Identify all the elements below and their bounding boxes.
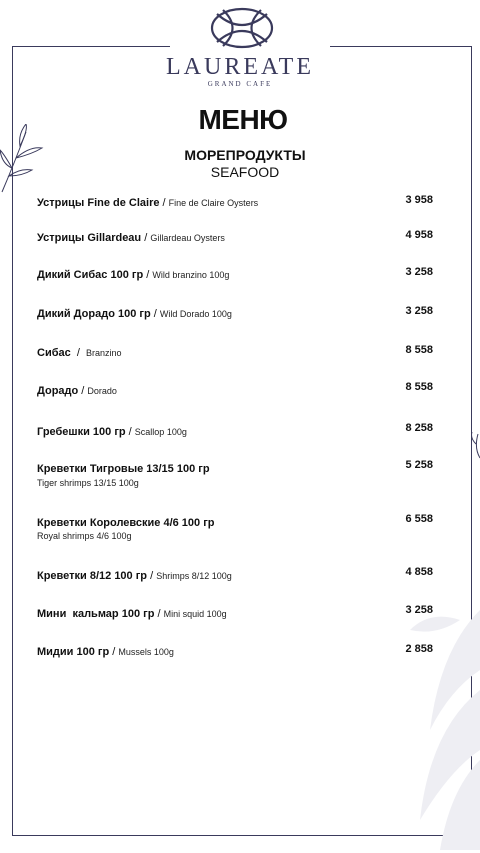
menu-item-name [37, 228, 225, 246]
item-separator: / [141, 232, 151, 244]
item-price: 3 258 [405, 266, 433, 278]
item-separator: / [70, 347, 87, 359]
item-name-en: Gillardeau Oysters [150, 233, 225, 243]
item-price: 3 958 [405, 194, 433, 206]
leaf-tip-icon [470, 430, 480, 460]
item-price: 3 258 [405, 604, 433, 616]
menu-item-name [37, 513, 215, 531]
section-title-en: SEAFOOD [210, 164, 280, 180]
logo-emblem-icon [209, 6, 275, 50]
item-price: 2 858 [405, 643, 433, 655]
section-title-ru: МОРЕПРОДУКТЫ [184, 147, 306, 163]
item-price: 5 258 [405, 459, 433, 471]
item-name-ru: Дикий Сибас 100 гр [37, 269, 144, 281]
item-name-ru: Сибас [37, 347, 71, 359]
item-separator: / [147, 570, 157, 582]
item-name-en: Dorado [87, 386, 117, 396]
item-name-ru: Устрицы Fine de Claire [37, 197, 160, 209]
item-separator: / [154, 608, 164, 620]
item-name-en: Branzino [86, 348, 122, 358]
menu-item-name [37, 343, 122, 361]
item-name-en: Scallop 100g [134, 427, 187, 437]
menu-title: МЕНЮ [198, 104, 288, 135]
brand-name: LAUREATE [166, 54, 314, 80]
brand-subtitle: GRAND CAFE [207, 80, 273, 88]
item-separator: / [109, 646, 119, 658]
item-name-en: Shrimps 8/12 100g [156, 571, 232, 581]
item-separator: / [159, 197, 169, 209]
item-name-ru: Дорадо [37, 385, 79, 397]
menu-item-name [37, 642, 174, 660]
menu-item-name [37, 422, 187, 440]
item-price: 6 558 [405, 513, 433, 525]
item-name-en: Mini squid 100g [163, 609, 227, 619]
item-name-en: Mussels 100g [118, 647, 174, 657]
item-name-en: Wild Dorado 100g [159, 309, 232, 319]
item-name-en: Wild branzino 100g [152, 270, 230, 280]
item-name-ru: Дикий Дорадо 100 гр [37, 308, 151, 320]
item-separator: / [125, 426, 135, 438]
leaf-watermark-icon [400, 590, 480, 850]
item-name-ru: Гребешки 100 гр [37, 426, 126, 438]
item-price: 4 958 [405, 229, 433, 241]
menu-item-name [37, 381, 117, 399]
leaf-branch-icon [0, 124, 46, 194]
menu-item-name [37, 604, 227, 622]
item-price: 3 258 [405, 305, 433, 317]
item-price: 8 558 [405, 344, 433, 356]
item-name-en: Royal shrimps 4/6 100g [37, 531, 132, 541]
item-price: 4 858 [405, 566, 433, 578]
menu-item-name [37, 265, 229, 283]
item-name-ru: Креветки Тигровые 13/15 100 гр [37, 463, 210, 475]
item-name-en: Fine de Claire Oysters [168, 198, 259, 208]
item-price: 8 258 [405, 422, 433, 434]
item-name-ru: Мини кальмар 100 гр [37, 608, 155, 620]
item-name-en: Tiger shrimps 13/15 100g [37, 478, 139, 488]
menu-item-name [37, 566, 232, 584]
item-separator: / [143, 269, 153, 281]
menu-item-name [37, 304, 232, 322]
item-name-ru: Креветки 8/12 100 гр [37, 570, 148, 582]
item-name-ru: Креветки Королевские 4/6 100 гр [37, 517, 215, 529]
item-separator: / [150, 308, 160, 320]
item-name-ru: Мидии 100 гр [37, 646, 110, 658]
item-price: 8 558 [405, 381, 433, 393]
item-name-ru: Устрицы Gillardeau [37, 232, 142, 244]
menu-item-name [37, 193, 258, 211]
menu-item-name [37, 459, 210, 477]
item-separator: / [78, 385, 88, 397]
